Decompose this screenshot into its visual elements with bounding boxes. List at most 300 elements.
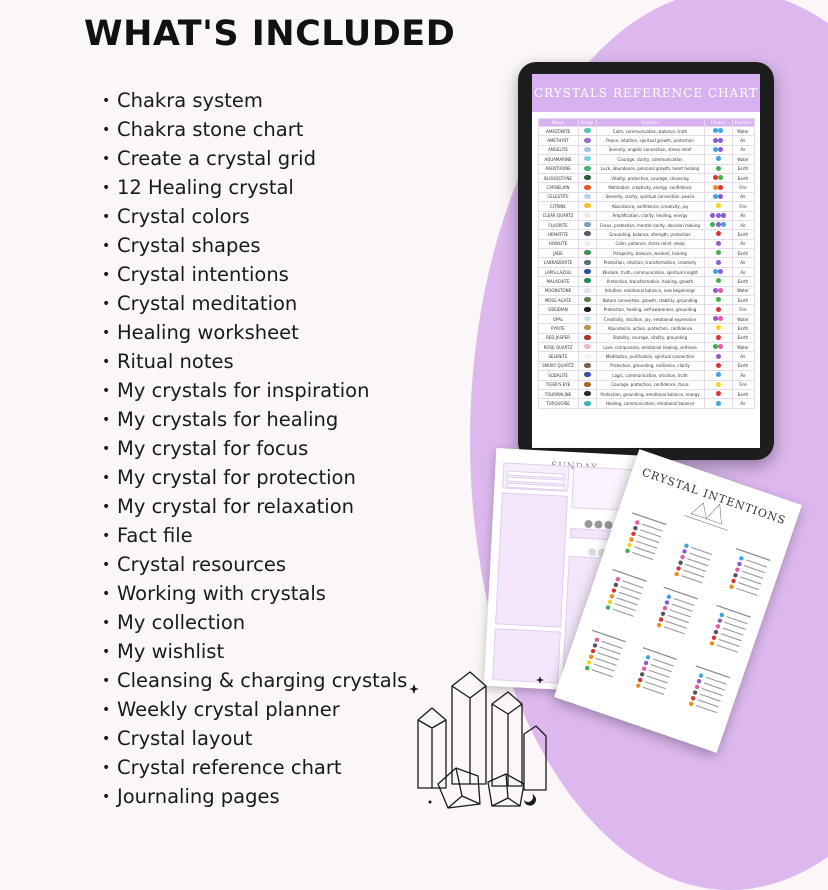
- crystal-name: TIGER'S EYE: [538, 380, 578, 389]
- text-line: [738, 582, 759, 590]
- crystal-element: Earth: [732, 333, 754, 342]
- text-line: [643, 687, 664, 695]
- chakra-dot-icon: [716, 354, 721, 359]
- table-row: [538, 145, 754, 154]
- crystal-element: Earth: [732, 389, 754, 398]
- crystal-element: Air: [732, 211, 754, 220]
- crystal-image-cell: [578, 380, 596, 389]
- crystal-stone-icon: [584, 194, 591, 199]
- table-row: [538, 220, 754, 229]
- chakra-cell: [704, 342, 732, 351]
- crystal-dot-icon: [696, 678, 702, 684]
- chakra-dot-icon: [716, 250, 721, 255]
- table-row: [538, 192, 754, 201]
- feature-item: • My crystal for focus: [102, 434, 407, 463]
- crystal-dot-icon: [682, 549, 688, 555]
- chakra-dot-icon: [718, 185, 723, 190]
- crystal-stone-icon: [584, 260, 591, 265]
- crystal-qualities: Protection, healing, self-awareness, grounding: [596, 305, 704, 314]
- chakra-dot-icon: [716, 231, 721, 236]
- crystal-qualities: Nature connection, growth, stability, grounding: [596, 296, 704, 305]
- chakra-cell: [704, 183, 732, 192]
- crystal-name: LAPIS LAZULI: [538, 267, 578, 276]
- crystal-stone-icon: [584, 307, 591, 312]
- crystal-image-cell: [578, 127, 596, 136]
- chakra-cell: [704, 296, 732, 305]
- chakra-dot-icon: [716, 363, 721, 368]
- feature-item: • My wishlist: [102, 637, 407, 666]
- crystal-name: AMAZONITE: [538, 127, 578, 136]
- crystal-element: Water: [732, 314, 754, 323]
- crystal-qualities: Creativity, intuition, joy, emotional expression: [596, 314, 704, 323]
- chakra-dot-icon: [718, 175, 723, 180]
- crystal-image-cell: [578, 192, 596, 201]
- text-line: [687, 558, 708, 566]
- text-line: [596, 658, 617, 666]
- chakra-cell: [704, 314, 732, 323]
- crystal-dot-icon: [678, 560, 684, 566]
- text-line: [719, 639, 740, 647]
- crystal-name: ROSE QUARTZ: [538, 342, 578, 351]
- table-row: [538, 371, 754, 380]
- text-line: [602, 641, 623, 649]
- crystal-name: AMETHYST: [538, 136, 578, 145]
- chakra-dot-icon: [721, 222, 726, 227]
- crystal-dot-icon: [674, 571, 680, 577]
- crystal-dot-icon: [639, 672, 645, 678]
- crystal-image-cell: [578, 239, 596, 248]
- crystal-image-cell: [578, 173, 596, 182]
- crystal-dot-icon: [719, 612, 725, 618]
- chakra-cell: [704, 305, 732, 314]
- crystal-qualities: Serenity, angelic connection, stress relief: [596, 145, 704, 154]
- text-line: [618, 592, 639, 600]
- table-row: [538, 127, 754, 136]
- crystal-element: Earth: [732, 230, 754, 239]
- crystal-name: SELENITE: [538, 352, 578, 361]
- chakra-cell: [704, 249, 732, 258]
- crystal-image-cell: [578, 286, 596, 295]
- chakra-cell: [704, 380, 732, 389]
- crystal-stone-icon: [584, 128, 591, 133]
- crystal-name: RED JASPER: [538, 333, 578, 342]
- chakra-dot-icon: [716, 401, 721, 406]
- crystal-qualities: Meditation, purification, spiritual connection: [596, 352, 704, 361]
- crystal-element: Water: [732, 342, 754, 351]
- chakra-dot-icon: [716, 260, 721, 265]
- crystal-stone-icon: [584, 222, 591, 227]
- crystal-dot-icon: [615, 576, 621, 582]
- chakra-cell: [704, 145, 732, 154]
- crystal-qualities: Protection, transformation, healing, growth: [596, 277, 704, 286]
- crystal-dot-icon: [713, 629, 719, 635]
- crystal-qualities: Wisdom, truth, communication, spiritual insight: [596, 267, 704, 276]
- crystal-name: TOURMALINE: [538, 389, 578, 398]
- crystal-dot-icon: [658, 617, 664, 623]
- crystal-stone-icon: [584, 344, 591, 349]
- feature-item: • Chakra system: [102, 86, 407, 115]
- crystal-dot-icon: [729, 584, 735, 590]
- text-line: [653, 658, 674, 666]
- crystal-dot-icon: [715, 624, 721, 630]
- crystal-name: JADE: [538, 249, 578, 258]
- text-line: [666, 621, 687, 629]
- crystal-qualities: Calm, communication, balance, truth: [596, 127, 704, 136]
- crystal-dot-icon: [586, 660, 592, 666]
- table-row: [538, 389, 754, 398]
- text-line: [671, 604, 692, 612]
- feature-item: • Crystal meditation: [102, 289, 407, 318]
- crystal-stone-icon: [584, 203, 591, 208]
- crystal-dot-icon: [645, 655, 651, 661]
- crystal-dot-icon: [688, 701, 694, 707]
- crystal-dot-icon: [641, 666, 647, 672]
- crystal-element: Air: [732, 220, 754, 229]
- feature-list: [102, 86, 407, 811]
- crystal-element: Air: [732, 267, 754, 276]
- chakra-dot-icon: [713, 288, 718, 293]
- crystal-element: Air: [732, 258, 754, 267]
- crystal-stone-icon: [584, 213, 591, 218]
- text-line: [698, 699, 719, 707]
- crystal-qualities: Calm, patience, stress relief, sleep: [596, 239, 704, 248]
- text-line: [640, 529, 661, 537]
- text-line: [696, 705, 717, 713]
- chakra-dot-icon: [718, 316, 723, 321]
- crystal-dot-icon: [694, 684, 700, 690]
- crystal-dot-icon: [660, 611, 666, 617]
- crystal-image-cell: [578, 399, 596, 408]
- feature-item: • Crystal colors: [102, 202, 407, 231]
- chakra-cell: [704, 277, 732, 286]
- crystal-element: Fire: [732, 380, 754, 389]
- crystal-qualities: Logic, communication, intuition, truth: [596, 371, 704, 380]
- crystal-name: LABRADORITE: [538, 258, 578, 267]
- crystal-image-cell: [578, 230, 596, 239]
- chakra-cell: [704, 192, 732, 201]
- crystal-image-cell: [578, 136, 596, 145]
- chakra-cell: [704, 361, 732, 370]
- chakra-cell: [704, 389, 732, 398]
- text-line: [717, 644, 738, 652]
- crystal-element: Earth: [732, 249, 754, 258]
- crystal-stone-icon: [584, 175, 591, 180]
- chakra-dot-icon: [716, 166, 721, 171]
- table-row: [538, 155, 754, 164]
- chakra-dot-icon: [710, 213, 715, 218]
- table-row: [538, 211, 754, 220]
- feature-item: • Weekly crystal planner: [102, 695, 407, 724]
- crystal-name: HEMATITE: [538, 230, 578, 239]
- column-header: Image: [578, 119, 596, 127]
- feature-item: • Chakra stone chart: [102, 115, 407, 144]
- text-line: [742, 571, 763, 579]
- chakra-dot-icon: [713, 138, 718, 143]
- crystal-element: Earth: [732, 164, 754, 173]
- text-line: [683, 569, 704, 577]
- crystal-dot-icon: [664, 600, 670, 606]
- crystal-name: MOONSTONE: [538, 286, 578, 295]
- crystal-image-cell: [578, 314, 596, 323]
- chakra-dot-icon: [716, 222, 721, 227]
- crystal-stone-icon: [584, 269, 591, 274]
- chakra-dot-icon: [716, 382, 721, 387]
- crystal-element: Earth: [732, 173, 754, 182]
- crystal-name: OPAL: [538, 314, 578, 323]
- crystal-name: CELESTITE: [538, 192, 578, 201]
- crystal-element: Fire: [732, 305, 754, 314]
- chakra-cell: [704, 211, 732, 220]
- crystal-image-cell: [578, 202, 596, 211]
- feature-item: • Crystal layout: [102, 724, 407, 753]
- chakra-cell: [704, 136, 732, 145]
- table-row: [538, 380, 754, 389]
- chakra-dot-icon: [716, 241, 721, 246]
- chakra-dot-icon: [713, 194, 718, 199]
- crystal-qualities: Intuition, emotional balance, new beginnings: [596, 286, 704, 295]
- crystal-image-cell: [578, 267, 596, 276]
- crystal-image-cell: [578, 371, 596, 380]
- chakra-cell: [704, 220, 732, 229]
- crystal-image-cell: [578, 145, 596, 154]
- feature-item: • My crystals for inspiration: [102, 376, 407, 405]
- reference-table: [538, 118, 755, 409]
- crystal-name: ANGELITE: [538, 145, 578, 154]
- crystal-image-cell: [578, 249, 596, 258]
- tablet-screen: [532, 74, 760, 448]
- crystal-element: Water: [732, 155, 754, 164]
- crystal-name: SODALITE: [538, 371, 578, 380]
- chakra-dot-icon: [713, 185, 718, 190]
- table-row: [538, 342, 754, 351]
- text-line: [638, 535, 659, 543]
- crystal-dot-icon: [711, 635, 717, 641]
- table-row: [538, 333, 754, 342]
- chakra-dot-icon: [718, 128, 723, 133]
- page-title: WHAT'S INCLUDED: [84, 14, 456, 54]
- chakra-dot-icon: [713, 316, 718, 321]
- crystal-qualities: Abundance, confidence, creativity, joy: [596, 202, 704, 211]
- chakra-cell: [704, 333, 732, 342]
- crystal-name: AQUAMARINE: [538, 155, 578, 164]
- crystal-qualities: Courage, protection, confidence, focus: [596, 380, 704, 389]
- crystal-dot-icon: [625, 548, 631, 554]
- table-row: [538, 258, 754, 267]
- crystal-dot-icon: [607, 599, 613, 605]
- table-row: [538, 277, 754, 286]
- text-line: [689, 552, 710, 560]
- table-row: [538, 202, 754, 211]
- chakra-cell: [704, 202, 732, 211]
- crystal-dot-icon: [676, 566, 682, 572]
- feature-item: • Fact file: [102, 521, 407, 550]
- feature-item: • My crystal for relaxation: [102, 492, 407, 521]
- crystal-name: HOWLITE: [538, 239, 578, 248]
- crystal-dot-icon: [605, 605, 611, 611]
- crystal-image-cell: [578, 164, 596, 173]
- crystal-qualities: Serenity, clarity, spiritual connection, peace: [596, 192, 704, 201]
- crystal-qualities: Courage, clarity, communication: [596, 155, 704, 164]
- crystal-icon: [588, 548, 596, 556]
- crystal-qualities: Healing, communication, emotional balance: [596, 399, 704, 408]
- text-line: [592, 669, 613, 677]
- crystal-element: Water: [732, 127, 754, 136]
- feature-item: • Crystal resources: [102, 550, 407, 579]
- feature-item: • Create a crystal grid: [102, 144, 407, 173]
- chakra-dot-icon: [713, 147, 718, 152]
- crystal-qualities: Peace, intuition, spiritual growth, protection: [596, 136, 704, 145]
- crystal-element: Air: [732, 145, 754, 154]
- crystal-dot-icon: [633, 525, 639, 531]
- crystal-dot-icon: [662, 605, 668, 611]
- crystal-stone-icon: [584, 250, 591, 255]
- crystal-dot-icon: [637, 677, 643, 683]
- text-line: [664, 626, 685, 634]
- crystal-name: CARNELIAN: [538, 183, 578, 192]
- crystal-stone-icon: [584, 401, 591, 406]
- chakra-dot-icon: [718, 288, 723, 293]
- table-row: [538, 286, 754, 295]
- crystal-qualities: Focus, protection, mental clarity, decision making: [596, 220, 704, 229]
- crystal-dot-icon: [629, 537, 635, 543]
- chakra-dot-icon: [713, 128, 718, 133]
- crystal-image-cell: [578, 333, 596, 342]
- table-row: [538, 314, 754, 323]
- crystal-stone-icon: [584, 372, 591, 377]
- crystal-image-cell: [578, 389, 596, 398]
- chart-header: [532, 74, 760, 112]
- feature-item: • Journaling pages: [102, 782, 407, 811]
- chakra-dot-icon: [713, 344, 718, 349]
- chakra-cell: [704, 324, 732, 333]
- crystal-element: Air: [732, 192, 754, 201]
- crystal-stone-icon: [584, 185, 591, 190]
- text-line: [651, 664, 672, 672]
- crystal-qualities: Love, compassion, emotional healing, self-love: [596, 342, 704, 351]
- feature-item: • My crystals for healing: [102, 405, 407, 434]
- text-line: [746, 559, 767, 567]
- text-line: [620, 586, 641, 594]
- crystal-dot-icon: [739, 556, 745, 562]
- crystal-image-cell: [578, 155, 596, 164]
- text-line: [634, 546, 655, 554]
- crystal-dot-icon: [684, 543, 690, 549]
- crystal-qualities: Luck, abundance, personal growth, heart healing: [596, 164, 704, 173]
- chakra-dot-icon: [716, 335, 721, 340]
- crystal-stone-icon: [584, 391, 591, 396]
- text-line: [704, 682, 725, 690]
- crystal-name: BLOODSTONE: [538, 173, 578, 182]
- chakra-dot-icon: [716, 213, 721, 218]
- crystal-name: CITRINE: [538, 202, 578, 211]
- chakra-cell: [704, 258, 732, 267]
- crystal-stone-icon: [584, 335, 591, 340]
- chakra-dot-icon: [710, 222, 715, 227]
- chakra-dot-icon: [716, 297, 721, 302]
- crystal-name: FLUORITE: [538, 220, 578, 229]
- chakra-dot-icon: [716, 203, 721, 208]
- crystal-qualities: Stability, courage, vitality, grounding: [596, 333, 704, 342]
- table-row: [538, 324, 754, 333]
- crystal-dot-icon: [692, 690, 698, 696]
- crystal-stone-icon: [584, 147, 591, 152]
- table-header-row: [538, 119, 754, 127]
- table-row: [538, 249, 754, 258]
- table-row: [538, 399, 754, 408]
- crystal-stone-icon: [584, 354, 591, 359]
- crystal-element: Fire: [732, 183, 754, 192]
- text-line: [632, 552, 653, 560]
- chakra-cell: [704, 352, 732, 361]
- crystal-dot-icon: [584, 665, 590, 671]
- text-line: [740, 576, 761, 584]
- chakra-dot-icon: [718, 138, 723, 143]
- crystal-dot-icon: [613, 582, 619, 588]
- crystal-name: CLEAR QUARTZ: [538, 211, 578, 220]
- text-line: [647, 675, 668, 683]
- chakra-cell: [704, 239, 732, 248]
- crystal-dot-icon: [733, 573, 739, 579]
- crystal-element: Water: [732, 286, 754, 295]
- crystal-element: Fire: [732, 202, 754, 211]
- crystal-element: Earth: [732, 361, 754, 370]
- crystal-dot-icon: [588, 654, 594, 660]
- chakra-cell: [704, 155, 732, 164]
- crystal-dot-icon: [690, 695, 696, 701]
- crystal-dot-icon: [627, 542, 633, 548]
- crystal-dot-icon: [717, 618, 723, 624]
- chakra-dot-icon: [721, 213, 726, 218]
- table-row: [538, 164, 754, 173]
- crystal-dot-icon: [631, 531, 637, 537]
- text-line: [681, 575, 702, 583]
- feature-item: • Crystal intentions: [102, 260, 407, 289]
- text-line: [645, 681, 666, 689]
- text-line: [673, 598, 694, 606]
- crystal-dot-icon: [731, 578, 737, 584]
- text-line: [702, 688, 723, 696]
- text-line: [598, 652, 619, 660]
- crystal-dot-icon: [635, 520, 641, 526]
- crystal-name: AVENTURINE: [538, 164, 578, 173]
- chart-title: CRYSTALS REFERENCE CHART: [533, 86, 759, 100]
- crystal-cluster-icon: [408, 664, 554, 814]
- crystal-stone-icon: [584, 297, 591, 302]
- text-line: [706, 677, 727, 685]
- crystal-image-cell: [578, 352, 596, 361]
- crystal-element: Earth: [732, 277, 754, 286]
- crystal-dot-icon: [609, 593, 615, 599]
- crystal-element: Air: [732, 136, 754, 145]
- crystal-qualities: Amplification, clarity, healing, energy: [596, 211, 704, 220]
- chakra-cell: [704, 127, 732, 136]
- crystal-stone-icon: [584, 382, 591, 387]
- column-header: Chakra: [704, 119, 732, 127]
- table-row: [538, 305, 754, 314]
- feature-item: • Crystal shapes: [102, 231, 407, 260]
- planner-box: [495, 492, 568, 627]
- crystal-qualities: Vitality, protection, courage, cleansing: [596, 173, 704, 182]
- text-line: [744, 565, 765, 573]
- crystal-dot-icon: [611, 588, 617, 594]
- crystal-dot-icon: [698, 673, 704, 679]
- crystal-qualities: Prosperity, balance, wisdom, healing: [596, 249, 704, 258]
- crystal-qualities: Protection, intuition, transformation, creativity: [596, 258, 704, 267]
- table-row: [538, 239, 754, 248]
- chakra-cell: [704, 399, 732, 408]
- crystal-image-cell: [578, 324, 596, 333]
- crystal-qualities: Grounding, balance, strength, protection: [596, 230, 704, 239]
